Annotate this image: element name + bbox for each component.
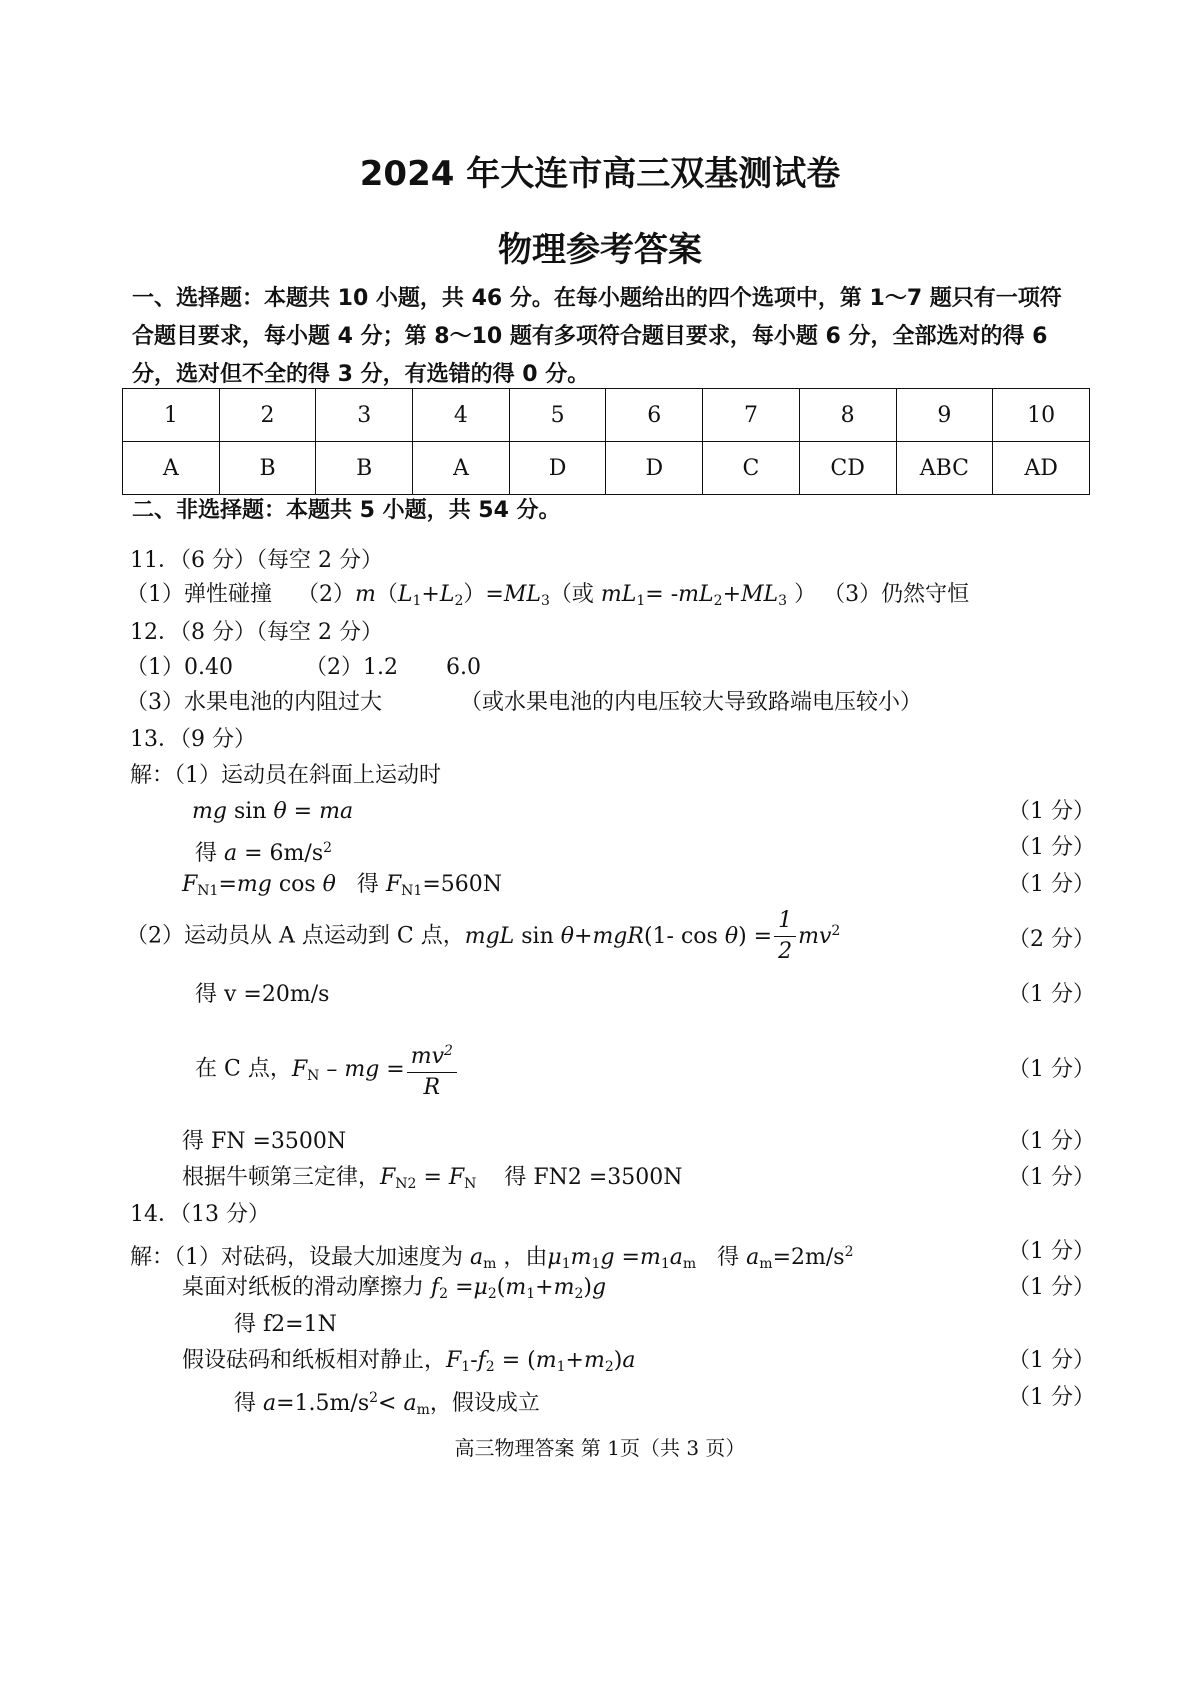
q13-equation-fn1: $F_{N1}=mg$ cos θ 得 $F_{N1}=560N$ bbox=[182, 872, 503, 899]
q13-newton-line bbox=[182, 1163, 683, 1199]
q13-at-point-c: 在 C 点， bbox=[195, 1056, 292, 1082]
question-number: 9 bbox=[896, 389, 993, 442]
q13-energy-equation: mgL sin θ+mgR(1- cos θ) = $\frac{1}{2}$ $mv^2$ bbox=[464, 908, 841, 964]
q13-solution-intro: 解：（1）运动员在斜面上运动时 bbox=[130, 763, 441, 788]
answer-cell: D bbox=[509, 442, 606, 495]
question-number: 6 bbox=[606, 389, 703, 442]
q12-answer-2: （2）1.2 bbox=[305, 655, 398, 680]
q14-max-accel-equation: $a_m$ ，由$\mu_1m_1g =m_1a_m$ 得 $a_m=2m/s^2$ bbox=[470, 1244, 854, 1272]
q14-friction-label: 桌面对纸板的滑动摩擦力 bbox=[182, 1275, 425, 1300]
question-number: 4 bbox=[413, 389, 510, 442]
score: （1 分） bbox=[1008, 1348, 1095, 1373]
q12-answer-3-alt: （或水果电池的内电压较大导致路端电压较小） bbox=[460, 690, 923, 715]
q13-point-c-line bbox=[195, 1036, 459, 1103]
answer-cell: AD bbox=[993, 442, 1090, 495]
q11-answer-3: （3）仍然守恒 bbox=[823, 582, 970, 607]
q14-friction-line bbox=[182, 1273, 606, 1309]
q11-heading: 11．（6 分）（每空 2 分） bbox=[130, 548, 383, 573]
question-number: 1 bbox=[123, 389, 220, 442]
page-footer: 高三物理答案 第 1页（共 3 页） bbox=[454, 1436, 746, 1460]
answer-cell: CD bbox=[799, 442, 896, 495]
q12-answer-3: （3）水果电池的内阻过大 bbox=[126, 690, 382, 715]
q13-part-2-label: （2）运动员从 A 点运动到 C 点， bbox=[126, 923, 465, 949]
q13-energy-line bbox=[126, 906, 840, 967]
question-number: 7 bbox=[703, 389, 800, 442]
score: （1 分） bbox=[1008, 835, 1095, 860]
q11-answer-1: （1）弹性碰撞 bbox=[126, 582, 272, 607]
q14-solution-intro: 解：（1）对砝码，设最大加速度为 bbox=[130, 1245, 463, 1270]
q13-centripetal-equation: $F_N$ – mg = $\frac{mv^2}{R}$ bbox=[292, 1057, 459, 1082]
section-2-heading: 二、非选择题：本题共 5 小题，共 54 分。 bbox=[132, 498, 561, 523]
q13-result-a: 得 $a = 6m/s^2$ bbox=[195, 840, 333, 866]
q13-heading: 13．（9 分） bbox=[130, 727, 256, 752]
question-number: 3 bbox=[316, 389, 413, 442]
answer-table-number-row bbox=[123, 389, 1090, 442]
question-number: 5 bbox=[509, 389, 606, 442]
score: （1 分） bbox=[1008, 1385, 1095, 1410]
answer-table bbox=[122, 388, 1090, 495]
score: （1 分） bbox=[1008, 1165, 1095, 1190]
q14-assumption-holds: ，假设成立 bbox=[429, 1391, 540, 1416]
q14-friction-equation: $f_2 =\mu_2(m_1+m_2)g$ bbox=[431, 1275, 607, 1302]
answer-table-answer-row bbox=[123, 442, 1090, 495]
score: （1 分） bbox=[1008, 982, 1095, 1007]
question-number: 8 bbox=[799, 389, 896, 442]
answer-cell: C bbox=[703, 442, 800, 495]
page-title: 2024 年大连市高三双基测试卷 bbox=[359, 154, 841, 194]
score: （1 分） bbox=[1008, 1057, 1095, 1082]
answer-cell: A bbox=[123, 442, 220, 495]
page-subtitle: 物理参考答案 bbox=[498, 230, 702, 270]
q13-result-v: 得 v =20m/s bbox=[195, 982, 330, 1007]
score: （1 分） bbox=[1008, 1239, 1095, 1264]
q13-result-fn: 得 FN =3500N bbox=[182, 1129, 347, 1154]
answer-cell: B bbox=[316, 442, 413, 495]
q14-assumption-line bbox=[182, 1346, 635, 1382]
q14-assumption-equation: $F_1-f_2 = (m_1+m_2)a$ bbox=[446, 1348, 636, 1375]
answer-cell: D bbox=[606, 442, 703, 495]
score: （1 分） bbox=[1008, 1275, 1095, 1300]
q14-result-f2: 得 f2=1N bbox=[234, 1312, 337, 1337]
question-number: 10 bbox=[993, 389, 1090, 442]
q14-result-a: 得 $a=1.5m/s^2< a_m$ bbox=[234, 1390, 430, 1418]
q11-answer-2-label: （2） bbox=[297, 582, 355, 607]
q11-answer-2-formula: $m(L_1+L_2)=ML_3$（或 $mL_1= -mL_2+ML_3$ ） bbox=[355, 582, 817, 609]
q14-heading: 14．（13 分） bbox=[130, 1202, 270, 1227]
question-number: 2 bbox=[219, 389, 316, 442]
score: （1 分） bbox=[1008, 872, 1095, 897]
score: （2 分） bbox=[1008, 927, 1095, 952]
q14-assumption-label: 假设砝码和纸板相对静止， bbox=[182, 1348, 447, 1373]
answer-cell: ABC bbox=[896, 442, 993, 495]
q14-result-line bbox=[234, 1383, 540, 1425]
q11-answer-line bbox=[126, 580, 969, 616]
score: （1 分） bbox=[1008, 799, 1095, 824]
q12-answer-1: （1）0.40 bbox=[126, 655, 233, 680]
q13-newton-equation: $F_{N2} = F_N$ bbox=[380, 1165, 477, 1192]
q13-equation-1: mg sin θ = ma bbox=[192, 799, 354, 824]
q12-answer-2b: 6.0 bbox=[446, 655, 481, 680]
answer-cell: B bbox=[219, 442, 316, 495]
q13-result-fn2: 得 FN2 =3500N bbox=[504, 1165, 683, 1190]
q12-heading: 12．（8 分）（每空 2 分） bbox=[130, 620, 383, 645]
answer-cell: A bbox=[413, 442, 510, 495]
q13-newton-third-law: 根据牛顿第三定律， bbox=[182, 1165, 381, 1190]
score: （1 分） bbox=[1008, 1129, 1095, 1154]
section-1-instructions: 一、选择题：本题共 10 小题，共 46 分。在每小题给出的四个选项中，第 1～7 题只有一项符合题目要求，每小题 4 分；第 8～10 题有多项符合题目要求，每小题 6 分，全部选对的得 6 分，选对但不全的得 3 分，有选错的得 0 分。 bbox=[132, 286, 1062, 387]
